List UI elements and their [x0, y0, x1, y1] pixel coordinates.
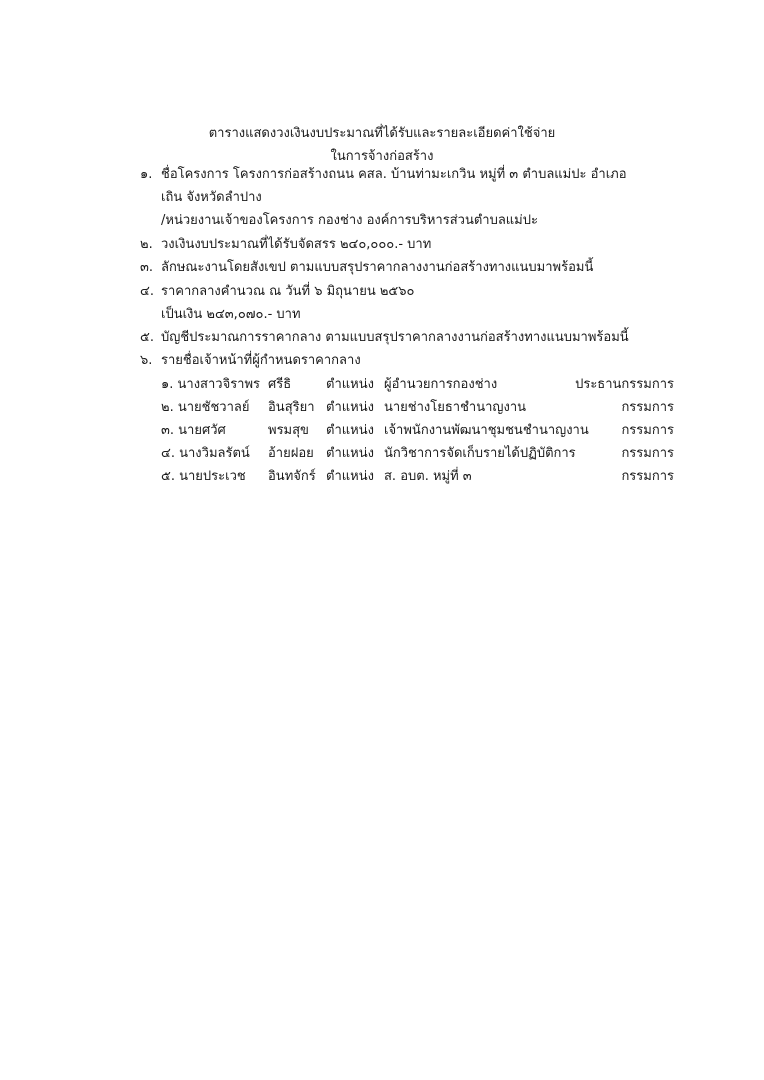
item-text: รายชื่อเจ้าหน้าที่ผู้กำหนดราคากลาง	[161, 353, 361, 368]
position-label: ตำแหน่ง	[326, 446, 374, 461]
item-number: ๕.	[140, 330, 154, 345]
member-role: กรรมการ	[621, 423, 674, 438]
item-text: ราคากลางคำนวณ ณ วันที่ ๖ มิถุนายน ๒๕๖๐	[161, 284, 415, 299]
item-number: ๑.	[140, 167, 153, 182]
member-name: ๕. นายประเวช	[161, 469, 246, 484]
member-surname: อ้ายฝอย	[268, 446, 314, 461]
item-text: บัญชีประมาณการราคากลาง ตามแบบสรุปราคากลางงานก่อสร้างทางแนบมาพร้อมนี้	[161, 330, 629, 345]
member-role: กรรมการ	[621, 446, 674, 461]
member-position: นักวิชาการจัดเก็บรายได้ปฏิบัติการ	[384, 446, 576, 461]
member-surname: อินสุริยา	[268, 400, 315, 415]
document-title-line2: ในการจ้างก่อสร้าง	[330, 149, 434, 164]
member-role: กรรมการ	[621, 469, 674, 484]
member-position: นายช่างโยธาชำนาญงาน	[384, 400, 527, 415]
item-text: วงเงินงบประมาณที่ได้รับจัดสรร ๒๔๐,๐๐๐.- บาท	[161, 237, 432, 252]
item-text: เป็นเงิน ๒๔๓,๐๗๐.- บาท	[161, 307, 301, 322]
item-number: ๒.	[140, 237, 153, 252]
item-text: /หน่วยงานเจ้าของโครงการ กองช่าง องค์การบริหารส่วนตำบลแม่ปะ	[161, 213, 538, 228]
member-name: ๒. นายชัชวาลย์	[161, 400, 250, 415]
member-position: เจ้าพนักงานพัฒนาชุมชนชำนาญงาน	[384, 423, 589, 438]
item-text: เถิน จังหวัดลำปาง	[161, 190, 262, 205]
member-position: ส. อบต. หมู่ที่ ๓	[384, 469, 472, 484]
position-label: ตำแหน่ง	[326, 377, 374, 392]
item-text: ชื่อโครงการ โครงการก่อสร้างถนน คสล. บ้านท่ามะเกวิน หมู่ที่ ๓ ตำบลแม่ปะ อำเภอ	[161, 167, 627, 182]
item-number: ๔.	[140, 284, 154, 299]
member-role: ประธานกรรมการ	[575, 377, 674, 392]
member-surname: อินทจักร์	[268, 469, 316, 484]
item-number: ๖.	[140, 353, 153, 368]
item-text: ลักษณะงานโดยสังเขป ตามแบบสรุปราคากลางงานก่อสร้างทางแนบมาพร้อมนี้	[161, 260, 594, 275]
position-label: ตำแหน่ง	[326, 423, 374, 438]
item-number: ๓.	[140, 260, 154, 275]
document-title-line1: ตารางแสดงวงเงินงบประมาณที่ได้รับและรายละเอียดค่าใช้จ่าย	[208, 126, 556, 141]
position-label: ตำแหน่ง	[326, 400, 374, 415]
member-name: ๓. นายศวัศ	[161, 423, 226, 438]
position-label: ตำแหน่ง	[326, 469, 374, 484]
member-position: ผู้อำนวยการกองช่าง	[384, 377, 498, 392]
member-surname: ศรีธิ	[268, 377, 292, 392]
member-role: กรรมการ	[621, 400, 674, 415]
member-name: ๑. นางสาวจิราพร	[161, 377, 261, 392]
member-surname: พรมสุข	[268, 423, 309, 438]
member-name: ๔. นางวิมลรัตน์	[161, 446, 250, 461]
